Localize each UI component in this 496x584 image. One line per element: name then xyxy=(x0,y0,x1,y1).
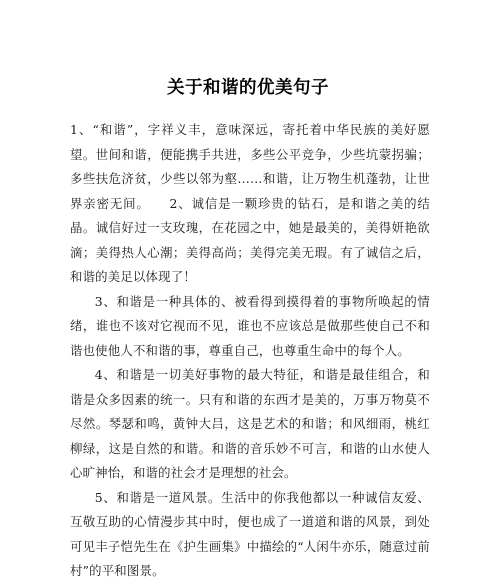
paragraph-2-text: 2、诚信是一颗珍贵的钻石，是和谐之美的结晶。诚信好过一支玫瑰，在花园之中，她是最美的，美得妍艳欲滴；美得热人心潮；美得高尚；美得完美无瑕。有了诚信之后，和谐的美足以体现了！ xyxy=(70,195,430,284)
paragraph-3: 3、和谐是一种具体的、被看得到摸得着的事物所唤起的情绪，谁也不该对它视而不见，谁也不应该总是做那些使自己不和谐也使他人不和谐的事，尊重自己，也尊重生命中的每个人。 xyxy=(70,293,430,358)
paragraph-1-2 xyxy=(70,118,430,290)
paragraph-4: 4、和谐是一切美好事物的最大特征，和谐是最佳组合，和谐是众多因素的统一。只有和谐的东西才是美的，万事万物莫不尽然。琴瑟和鸣，黄钟大吕，这是艺术的和谐；和风细雨，桃红柳绿，这是自然的和谐。和谐的音乐妙不可言，和谐的山水使人心旷神怡，和谐的社会才是理想的社会。 xyxy=(70,367,430,480)
paragraph-1-text: 1、“和谐”，字祥义丰，意味深远，寄托着中华民族的美好愿望。世间和谐，便能携手共进，多些公平竞争，少些坑蒙拐骗；多些扶危济贫，少些以邻为壑……和谐，让万物生机蓬勃，让世界亲密无间。 xyxy=(70,122,430,211)
paragraph-5: 5、和谐是一道风景。生活中的你我他都以一种诚信友爱、互敬互助的心情漫步其中时，便也成了一道道和谐的风景，到处可见丰子恺先生在《护生画集》中描绘的“人闲牛亦乐，随意过前村”的平和图景。 xyxy=(70,489,430,578)
document-title: 关于和谐的优美句子 xyxy=(167,78,329,98)
document-body xyxy=(70,118,430,584)
